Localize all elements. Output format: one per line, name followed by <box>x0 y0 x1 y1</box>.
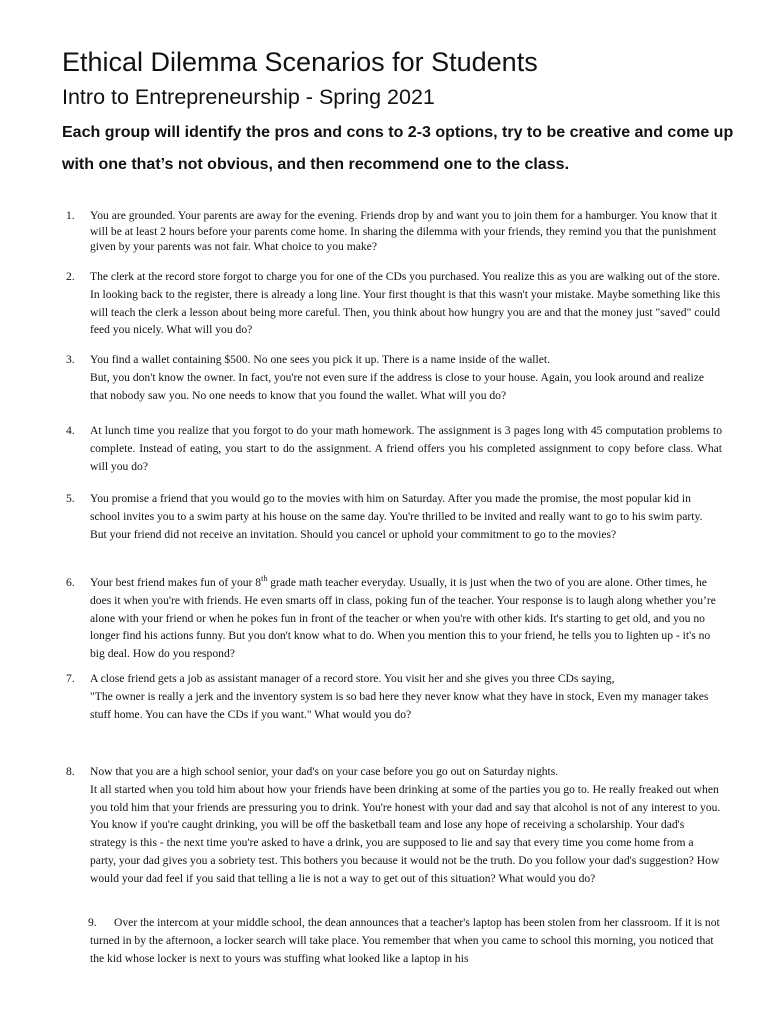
scenario-text: You are grounded. Your parents are away for the evening. Friends drop by and want you to join them for a hamburger. You know that it will be at least 2 hours before your parents come home. In sharing the dilemma with your friends, they remind you that the punishment given by your parents was not fair. What choice to you make? <box>90 209 718 254</box>
scenario-number: 4. <box>66 424 75 437</box>
scenario-text: Your best friend makes fun of your 8th grade math teacher everyday. Usually, it is just when the two of you are alone. Other times, he does it when you're with friends. He even smarts off in class, poking fun of the teacher. Your response is to laugh along whether you’re alone with your friend or when he pokes fun in front of the teacher or when you're with other kids. It's starting to get old, and you no longer find his actions funny. But you don't know what to do. When you mention this to your friend, he tells you to lighten up - it's no big deal. How do you respond? <box>90 574 716 661</box>
scenario-number: 7. <box>66 672 75 685</box>
scenario-text-line: Now that you are a high school senior, your dad's on your case before you go out on Saturday nights. <box>90 765 559 778</box>
scenario-text: You promise a friend that you would go to the movies with him on Saturday. After you made the promise, the most popular kid in school invites you to a swim party at his house on the same day. You're thrilled to be invited and really want to go to his swim party. But your friend did not receive an invitation. Should you cancel or uphold your commitment to go to the movies? <box>90 492 703 541</box>
scenario-number: 6. <box>66 576 75 589</box>
scenario-number: 5. <box>66 492 75 505</box>
scenario-number: 2. <box>66 270 75 283</box>
scenario-6 <box>62 574 722 663</box>
scenario-4 <box>62 422 722 475</box>
document-subtitle: Intro to Entrepreneurship - Spring 2021 <box>62 85 435 109</box>
scenario-8 <box>62 763 722 888</box>
scenario-text-line: You find a wallet containing $500. No one sees you pick it up. There is a name inside of the wallet. <box>90 353 551 366</box>
scenario-7 <box>62 670 722 723</box>
scenario-text: The clerk at the record store forgot to charge you for one of the CDs you purchased. You realize this as you are walking out of the store. In looking back to the register, there is already a long line. Your first thought is that this wasn't your mistake. Maybe something like this will teach the clerk a lesson about being more careful. Then, you think about how hungry you are and that the money just "saved" could feed you nicely. What will you do? <box>90 270 721 337</box>
scenario-3 <box>62 351 722 404</box>
scenario-text: Over the intercom at your middle school, the dean announces that a teacher's laptop has been stolen from her classroom. If it is not turned in by the afternoon, a locker search will take place. You remember that when you came to school this morning, you noticed that the kid whose locker is next to yours was stuffing what looked like a laptop in his <box>90 916 720 965</box>
document-title: Ethical Dilemma Scenarios for Students <box>62 47 538 77</box>
scenario-text-line: A close friend gets a job as assistant manager of a record store. You visit her and she gives you three CDs saying, <box>90 672 615 685</box>
scenario-number: 9. <box>88 916 97 929</box>
scenario-number: 8. <box>66 765 75 778</box>
scenario-number: 3. <box>66 353 75 366</box>
scenario-text-line: It all started when you told him about how your friends have been drinking at some of the parties you go to. He really freaked out when you told him that your friends are pressuring you to drink. You're honest with your dad and say that alcohol is not of any interest to you. You know if you're caught drinking, you will be off the basketball team and lose any hope of receiving a scholarship. Your dad's strategy is this - the next time you're asked to have a drink, you are supposed to lie and say that every time you come home from a party, your dad gives you a sobriety test. This bothers you because it would not be the truth. Do you follow your dad's suggestion? How would your dad feel if you said that telling a lie is not a way to get out of this situation? What would you do? <box>90 782 721 885</box>
scenario-9 <box>62 914 722 967</box>
scenario-2 <box>62 268 722 339</box>
scenario-text-line: But, you don't know the owner. In fact, you're not even sure if the address is close to your house. Again, you look around and realize that nobody saw you. No one needs to know that you found the wallet. What will you do? <box>90 370 704 402</box>
scenario-number: 1. <box>66 209 75 222</box>
scenario-5 <box>62 490 722 543</box>
group-instructions: Each group will identify the pros and cons to 2-3 options, try to be creative and come up with one that’s not obvious, and then recommend one to the class. <box>62 124 734 173</box>
scenario-1 <box>62 208 722 255</box>
scenario-text: At lunch time you realize that you forgot to do your math homework. The assignment is 3 pages long with 45 computation problems to complete. Instead of eating, you start to do the assignment. A friend offers you his completed assignment to copy before class. What will you do? <box>90 424 722 473</box>
scenario-text-line: "The owner is really a jerk and the inventory system is so bad here they never know what they have in stock, Even my manager takes stuff home. You can have the CDs if you want." What would you do? <box>90 689 709 721</box>
